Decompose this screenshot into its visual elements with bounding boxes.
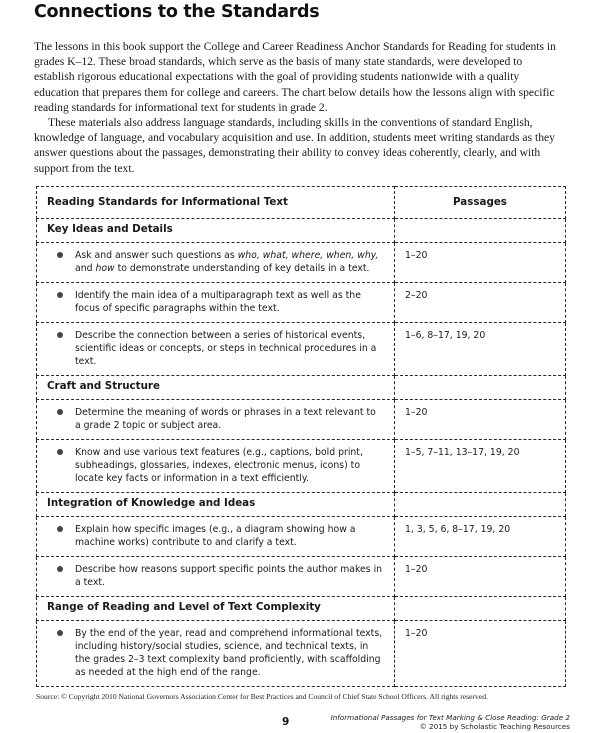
section-title: Key Ideas and Details (37, 219, 395, 243)
standards-table (36, 186, 566, 687)
standard-text: Describe the connection between a series of historical events, scientific ideas or concepts, or steps in technical procedures in a text. (37, 323, 395, 376)
section-header-row (37, 219, 566, 243)
intro-text (34, 39, 562, 176)
section-header-row (37, 376, 566, 400)
table-row (37, 400, 566, 440)
standard-text: Know and use various text features (e.g., captions, bold print, subheadings, glossaries, indexes, electronic menus, icons) to locate key facts or information in a text efficiently. (37, 440, 395, 493)
table-row (37, 243, 566, 283)
intro-paragraph: These materials also address language standards, including skills in the conventions of standard English, knowledge of language, and vocabulary acquisition and use. In addition, students meet writing standards as they answer questions about the passages, demonstrating their ability to convey ideas coherently, clearly, and with support from the text. (34, 116, 555, 175)
table-row (37, 557, 566, 597)
section-title: Integration of Knowledge and Ideas (37, 493, 395, 517)
section-header-row (37, 493, 566, 517)
table-header-row (37, 187, 566, 219)
copyright-line: © 2015 by Scholastic Teaching Resources (419, 722, 570, 731)
standard-text: Explain how specific images (e.g., a diagram showing how a machine works) contribute to and clarify a text. (37, 517, 395, 557)
passages-column-header: Passages (395, 187, 566, 219)
bullet-icon (57, 409, 63, 415)
bullet-icon (57, 449, 63, 455)
passages-value: 2–20 (395, 283, 566, 323)
standard-text: Describe how reasons support specific points the author makes in a text. (37, 557, 395, 597)
page-number: 9 (282, 716, 290, 728)
passages-value: 1–20 (395, 621, 566, 687)
section-title: Range of Reading and Level of Text Complexity (37, 597, 395, 621)
standard-text: Ask and answer such questions as who, what, where, when, why, and how to demonstrate understanding of key details in a text. (37, 243, 395, 283)
table-row (37, 440, 566, 493)
section-title: Craft and Structure (37, 376, 395, 400)
table-row (37, 283, 566, 323)
bullet-icon (57, 566, 63, 572)
bullet-icon (57, 292, 63, 298)
standard-text: Determine the meaning of words or phrases in a text relevant to a grade 2 topic or subject area. (37, 400, 395, 440)
section-header-row (37, 597, 566, 621)
page-title: Connections to the Standards (34, 2, 320, 22)
passages-value: 1–20 (395, 400, 566, 440)
bullet-icon (57, 526, 63, 532)
standard-text: By the end of the year, read and comprehend informational texts, including history/social studies, science, and technical texts, in the grades 2–3 text complexity band proficiently, with scaffolding as needed at the high end of the range. (37, 621, 395, 687)
source-note: Source: © Copyright 2010 National Governors Association Center for Best Practices and Council of Chief State School Officers. All rights reserved. (36, 692, 488, 701)
bullet-icon (57, 630, 63, 636)
bullet-icon (57, 332, 63, 338)
passages-value: 1–5, 7–11, 13–17, 19, 20 (395, 440, 566, 493)
book-title: Informational Passages for Text Marking & Close Reading: Grade 2 (330, 713, 570, 722)
table-row (37, 621, 566, 687)
table-row (37, 323, 566, 376)
passages-value: 1, 3, 5, 6, 8–17, 19, 20 (395, 517, 566, 557)
passages-value: 1–20 (395, 557, 566, 597)
footer-credit (331, 713, 570, 731)
standards-column-header: Reading Standards for Informational Text (37, 187, 395, 219)
bullet-icon (57, 252, 63, 258)
passages-value: 1–6, 8–17, 19, 20 (395, 323, 566, 376)
passages-value: 1–20 (395, 243, 566, 283)
intro-paragraph: The lessons in this book support the College and Career Readiness Anchor Standards for Reading for students in grades K–12. These broad standards, which serve as the basis of many state standards, were developed to establish rigorous educational expectations with the goal of providing students nationwide with a quality education that prepares them for college and careers. The chart below details how the lessons align with specific reading standards for informational text for students in grade 2. (34, 40, 556, 114)
table-row (37, 517, 566, 557)
standard-text: Identify the main idea of a multiparagraph text as well as the focus of specific paragraphs within the text. (37, 283, 395, 323)
